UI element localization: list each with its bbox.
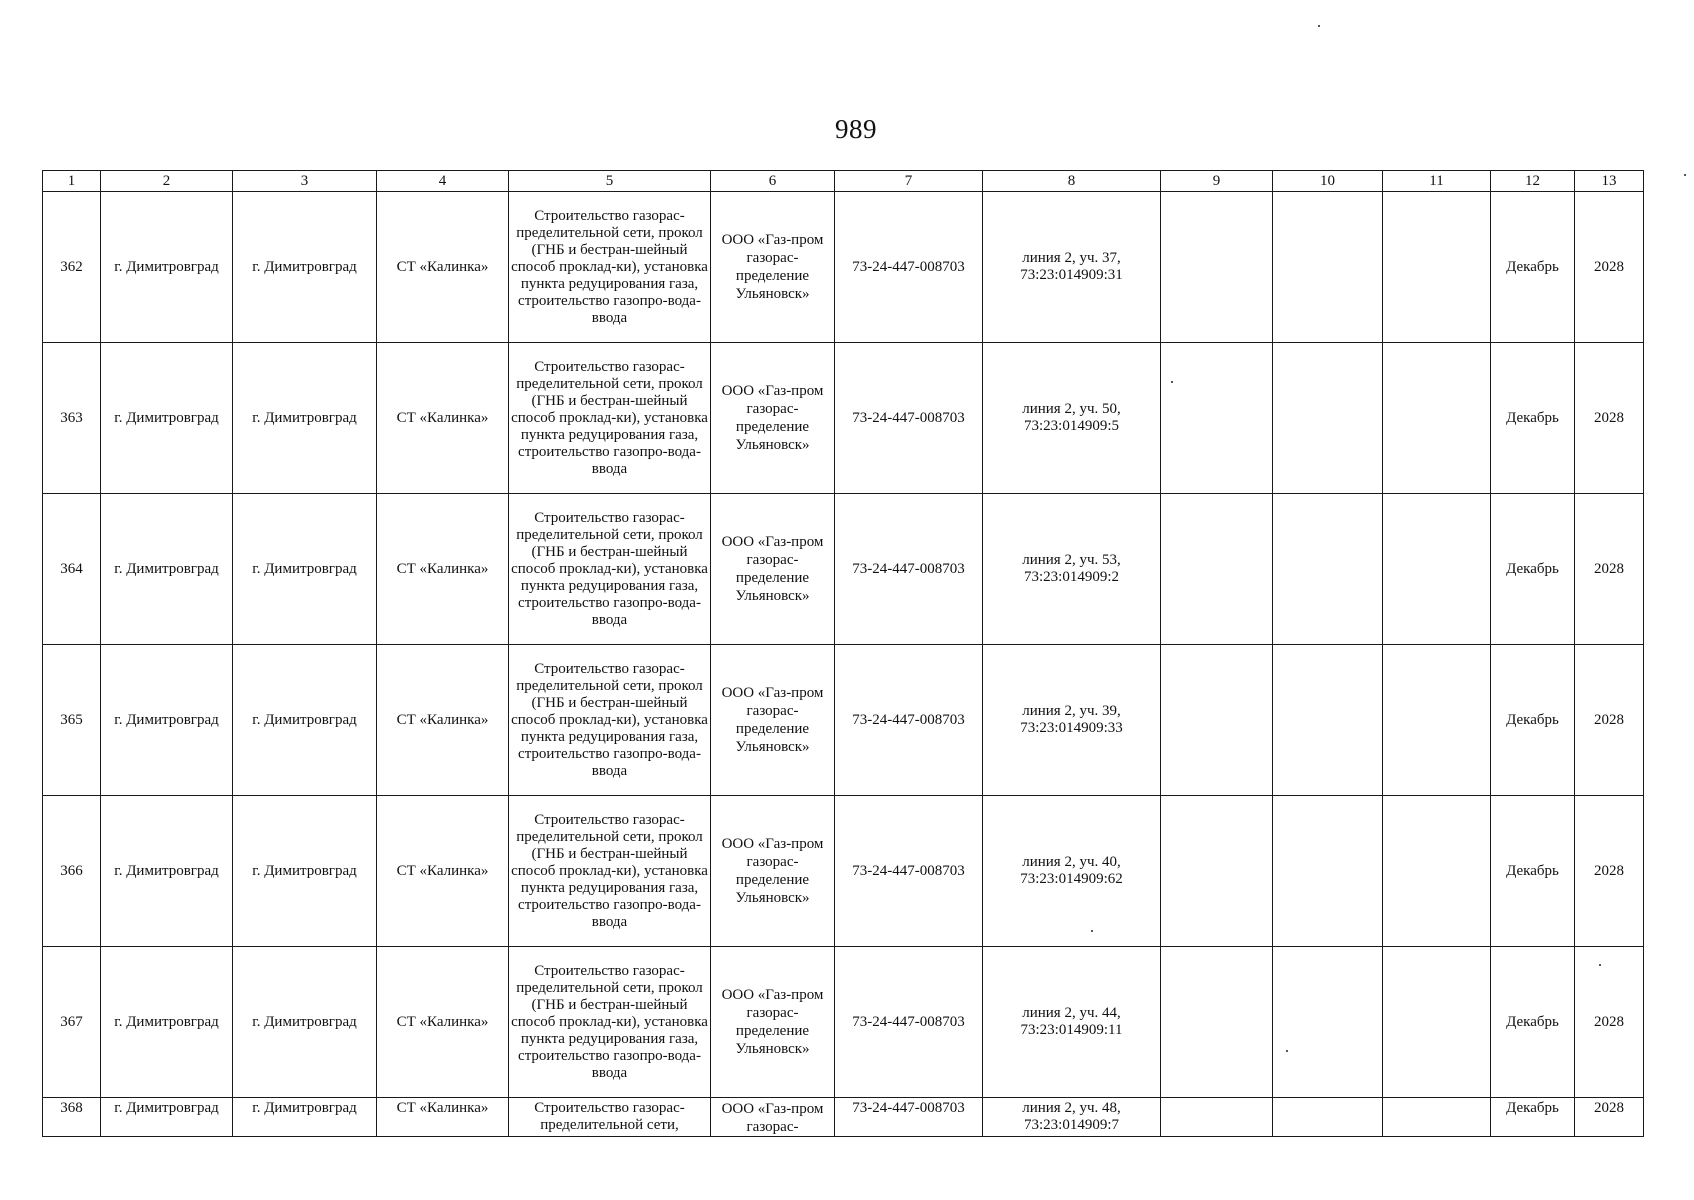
empty-cell: [1383, 494, 1491, 645]
snt-cell: СТ «Калинка»: [377, 1098, 509, 1137]
district-cell: г. Димитровград: [101, 645, 233, 796]
empty-cell: [1383, 343, 1491, 494]
code-cell: 73-24-447-008703: [835, 192, 983, 343]
row-number: 365: [43, 645, 101, 796]
col-header: 1: [43, 171, 101, 192]
year-cell: 2028: [1575, 796, 1644, 947]
code-cell: 73-24-447-008703: [835, 343, 983, 494]
snt-cell: СТ «Калинка»: [377, 947, 509, 1098]
table-row: [43, 947, 1644, 1098]
page-number: 989: [835, 114, 877, 144]
snt-cell: СТ «Калинка»: [377, 494, 509, 645]
empty-cell: [1273, 1098, 1383, 1137]
address-cell: линия 2, уч. 44, 73:23:014909:11: [983, 947, 1161, 1098]
header-row: [43, 171, 1644, 192]
empty-cell: [1383, 192, 1491, 343]
month-cell: Декабрь: [1491, 1098, 1575, 1137]
district-cell: г. Димитровград: [101, 796, 233, 947]
settlement-cell: г. Димитровград: [233, 192, 377, 343]
empty-cell: [1273, 343, 1383, 494]
col-header: 11: [1383, 171, 1491, 192]
settlement-cell: г. Димитровград: [233, 947, 377, 1098]
settlement-cell: г. Димитровград: [233, 796, 377, 947]
month-cell: Декабрь: [1491, 494, 1575, 645]
organization-cell: ООО «Газ-пром газорас-пределение Ульяновск»: [711, 192, 835, 343]
address-cell: линия 2, уч. 37, 73:23:014909:31: [983, 192, 1161, 343]
work-description-cell: Строительство газорас-пределительной сети, прокол (ГНБ и бестран-шейный способ проклад-ки), установка пункта редуцирования газа, строительство газопро-вода-ввода: [509, 494, 711, 645]
year-cell: 2028: [1575, 947, 1644, 1098]
row-number: 363: [43, 343, 101, 494]
col-header: 2: [101, 171, 233, 192]
scan-speck: [1684, 174, 1686, 176]
col-header: 3: [233, 171, 377, 192]
row-number: 366: [43, 796, 101, 947]
code-cell: 73-24-447-008703: [835, 645, 983, 796]
snt-cell: СТ «Калинка»: [377, 343, 509, 494]
row-number: 362: [43, 192, 101, 343]
scan-speck: [1599, 964, 1601, 966]
snt-cell: СТ «Калинка»: [377, 645, 509, 796]
month-cell: Декабрь: [1491, 645, 1575, 796]
work-description-cell: Строительство газорас-пределительной сети,: [509, 1098, 711, 1137]
settlement-cell: г. Димитровград: [233, 1098, 377, 1137]
organization-cell: ООО «Газ-пром газорас-: [711, 1098, 835, 1137]
empty-cell: [1161, 1098, 1273, 1137]
empty-cell: [1161, 192, 1273, 343]
table-row: [43, 796, 1644, 947]
month-cell: Декабрь: [1491, 947, 1575, 1098]
year-cell: 2028: [1575, 343, 1644, 494]
row-number: 364: [43, 494, 101, 645]
district-cell: г. Димитровград: [101, 343, 233, 494]
col-header: 4: [377, 171, 509, 192]
scan-speck: [1091, 930, 1093, 932]
col-header: 7: [835, 171, 983, 192]
row-number: 367: [43, 947, 101, 1098]
col-header: 10: [1273, 171, 1383, 192]
table-row: [43, 343, 1644, 494]
row-number: 368: [43, 1098, 101, 1137]
table-row: [43, 1098, 1644, 1137]
scan-speck: [1171, 381, 1173, 383]
empty-cell: [1161, 796, 1273, 947]
col-header: 12: [1491, 171, 1575, 192]
scan-speck: [1286, 1050, 1288, 1052]
work-description-cell: Строительство газорас-пределительной сети, прокол (ГНБ и бестран-шейный способ проклад-ки), установка пункта редуцирования газа, строительство газопро-вода-ввода: [509, 796, 711, 947]
work-description-cell: Строительство газорас-пределительной сети, прокол (ГНБ и бестран-шейный способ проклад-ки), установка пункта редуцирования газа, строительство газопро-вода-ввода: [509, 645, 711, 796]
empty-cell: [1161, 343, 1273, 494]
code-cell: 73-24-447-008703: [835, 796, 983, 947]
address-cell: линия 2, уч. 50, 73:23:014909:5: [983, 343, 1161, 494]
col-header: 5: [509, 171, 711, 192]
empty-cell: [1161, 494, 1273, 645]
empty-cell: [1273, 947, 1383, 1098]
snt-cell: СТ «Калинка»: [377, 192, 509, 343]
address-cell: линия 2, уч. 39, 73:23:014909:33: [983, 645, 1161, 796]
work-description-cell: Строительство газорас-пределительной сети, прокол (ГНБ и бестран-шейный способ проклад-ки), установка пункта редуцирования газа, строительство газопро-вода-ввода: [509, 343, 711, 494]
col-header: 13: [1575, 171, 1644, 192]
district-cell: г. Димитровград: [101, 947, 233, 1098]
year-cell: 2028: [1575, 1098, 1644, 1137]
empty-cell: [1383, 645, 1491, 796]
empty-cell: [1273, 494, 1383, 645]
empty-cell: [1161, 645, 1273, 796]
month-cell: Декабрь: [1491, 343, 1575, 494]
address-cell: линия 2, уч. 40, 73:23:014909:62: [983, 796, 1161, 947]
empty-cell: [1383, 1098, 1491, 1137]
district-cell: г. Димитровград: [101, 192, 233, 343]
district-cell: г. Димитровград: [101, 1098, 233, 1137]
empty-cell: [1383, 947, 1491, 1098]
table-row: [43, 645, 1644, 796]
district-cell: г. Димитровград: [101, 494, 233, 645]
address-cell: линия 2, уч. 48, 73:23:014909:7: [983, 1098, 1161, 1137]
settlement-cell: г. Димитровград: [233, 343, 377, 494]
empty-cell: [1383, 796, 1491, 947]
code-cell: 73-24-447-008703: [835, 494, 983, 645]
snt-cell: СТ «Калинка»: [377, 796, 509, 947]
code-cell: 73-24-447-008703: [835, 1098, 983, 1137]
empty-cell: [1273, 645, 1383, 796]
settlement-cell: г. Димитровград: [233, 645, 377, 796]
col-header: 9: [1161, 171, 1273, 192]
scan-speck: [1318, 25, 1320, 27]
empty-cell: [1273, 192, 1383, 343]
code-cell: 73-24-447-008703: [835, 947, 983, 1098]
table-row: [43, 192, 1644, 343]
year-cell: 2028: [1575, 645, 1644, 796]
settlement-cell: г. Димитровград: [233, 494, 377, 645]
organization-cell: ООО «Газ-пром газорас-пределение Ульяновск»: [711, 947, 835, 1098]
organization-cell: ООО «Газ-пром газорас-пределение Ульяновск»: [711, 645, 835, 796]
col-header: 6: [711, 171, 835, 192]
year-cell: 2028: [1575, 494, 1644, 645]
month-cell: Декабрь: [1491, 192, 1575, 343]
address-cell: линия 2, уч. 53, 73:23:014909:2: [983, 494, 1161, 645]
organization-cell: ООО «Газ-пром газорас-пределение Ульяновск»: [711, 494, 835, 645]
organization-cell: ООО «Газ-пром газорас-пределение Ульяновск»: [711, 796, 835, 947]
month-cell: Декабрь: [1491, 796, 1575, 947]
year-cell: 2028: [1575, 192, 1644, 343]
col-header: 8: [983, 171, 1161, 192]
work-description-cell: Строительство газорас-пределительной сети, прокол (ГНБ и бестран-шейный способ проклад-ки), установка пункта редуцирования газа, строительство газопро-вода-ввода: [509, 947, 711, 1098]
empty-cell: [1161, 947, 1273, 1098]
register-table: [42, 170, 1644, 1137]
work-description-cell: Строительство газорас-пределительной сети, прокол (ГНБ и бестран-шейный способ проклад-ки), установка пункта редуцирования газа, строительство газопро-вода-ввода: [509, 192, 711, 343]
empty-cell: [1273, 796, 1383, 947]
table-row: [43, 494, 1644, 645]
organization-cell: ООО «Газ-пром газорас-пределение Ульяновск»: [711, 343, 835, 494]
